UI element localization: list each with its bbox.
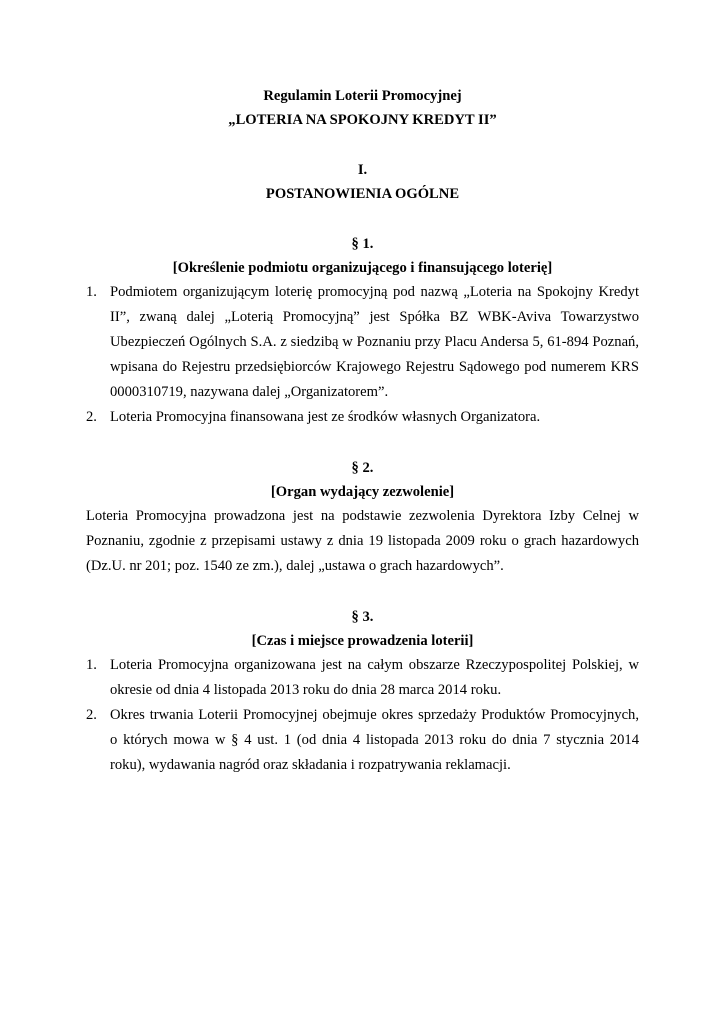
list-item-text: Okres trwania Loterii Promocyjnej obejmuje okres sprzedaży Produktów Promocyjnych, o których mowa w § 4 ust. 1 (od dnia 4 listopada 2013 roku do dnia 7 stycznia 2014 roku), wydawania nagród oraz składania i rozpatrywania reklamacji.	[110, 707, 639, 773]
section-2	[86, 456, 639, 579]
list-item-text: Loteria Promocyjna finansowana jest ze środków własnych Organizatora.	[110, 409, 541, 425]
list-item	[86, 703, 639, 778]
section-list	[86, 653, 639, 778]
section-list	[86, 280, 639, 430]
list-item-number: 2.	[86, 707, 97, 723]
document-title: Regulamin Loterii Promocyjnej	[263, 88, 462, 104]
list-item-number: 1.	[86, 657, 97, 673]
list-item	[86, 405, 639, 430]
section-3	[86, 605, 639, 778]
list-item	[86, 280, 639, 405]
section-heading: [Organ wydający zezwolenie]	[270, 484, 455, 500]
section-number: § 2.	[351, 460, 374, 476]
document-body	[86, 84, 639, 778]
list-item-number: 1.	[86, 284, 97, 300]
chapter-title: POSTANOWIENIA OGÓLNE	[265, 186, 460, 202]
section-1	[86, 232, 639, 430]
list-item-text: Loteria Promocyjna organizowana jest na całym obszarze Rzeczypospolitej Polskiej, w okresie od dnia 4 listopada 2013 roku do dnia 28 marca 2014 roku.	[110, 657, 639, 698]
list-item-text: Podmiotem organizującym loterię promocyjną pod nazwą „Loteria na Spokojny Kredyt II”, zwaną dalej „Loterią Promocyjną” jest Spółka BZ WBK-Aviva Towarzystwo Ubezpieczeń Ogólnych S.A. z siedzibą w Poznaniu przy Placu Andersa 5, 61-894 Poznań, wpisana do Rejestru przedsiębiorców Krajowego Rejestru Sądowego pod numerem KRS 0000310719, nazywana dalej „Organizatorem”.	[110, 284, 639, 400]
chapter-number: I.	[357, 162, 368, 178]
section-number: § 1.	[351, 236, 374, 252]
section-paragraph: Loteria Promocyjna prowadzona jest na podstawie zezwolenia Dyrektora Izby Celnej w Poznaniu, zgodnie z przepisami ustawy z dnia 19 listopada 2009 roku o grach hazardowych (Dz.U. nr 201; poz. 1540 ze zm.), dalej „ustawa o grach hazardowych”.	[86, 508, 639, 574]
list-item-number: 2.	[86, 409, 97, 425]
list-item	[86, 653, 639, 703]
section-heading: [Czas i miejsce prowadzenia loterii]	[251, 633, 474, 649]
document-subtitle: „LOTERIA NA SPOKOJNY KREDYT II”	[228, 112, 497, 128]
section-heading: [Określenie podmiotu organizującego i finansującego loterię]	[172, 260, 553, 276]
section-number: § 3.	[351, 609, 374, 625]
